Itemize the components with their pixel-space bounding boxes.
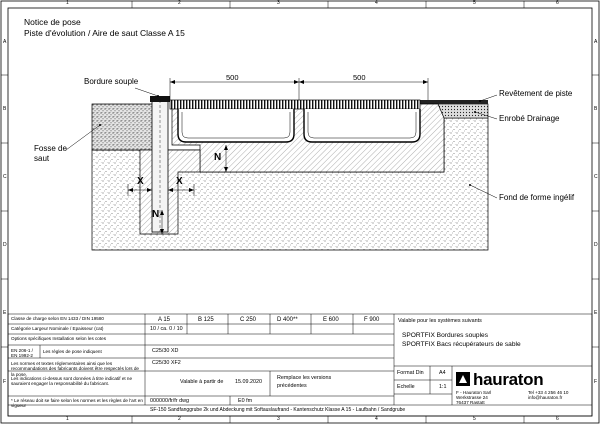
note-block-2: Les indications ci-dessus sont données à titre indicatif et ne sauraient engager la responsabilité du fabricant.: [11, 376, 133, 387]
col-2-bottom: 2: [178, 416, 181, 422]
row-d-left: D: [3, 242, 7, 248]
concrete-c25-xf2: C25/30 XF2: [152, 360, 181, 366]
dim-n-upper: N: [214, 152, 222, 163]
replaces-1: Remplace les versions: [277, 375, 332, 381]
validity-label: Valable à partir de: [180, 379, 224, 385]
dim-500-left: 500: [226, 73, 239, 82]
scale-value: 1:1: [439, 384, 447, 390]
norm-note: Les règles de pose indiquent: [43, 349, 102, 354]
col-6-bottom: 6: [556, 416, 559, 422]
format-value: A4: [439, 370, 446, 376]
col-5-top: 5: [473, 0, 476, 6]
dim-n-lower: N: [152, 209, 160, 220]
foot-note: * Le réseau doit se faire selon les normes et les règles de l'art en vigueur: [11, 398, 143, 409]
row-c-right: C: [594, 174, 598, 180]
company-phone: Tel +33 4 256 46 10: [528, 390, 569, 395]
replaces-2: précédentes: [277, 383, 307, 389]
label-fosse-1: Fosse de: [34, 144, 67, 153]
dim-500-right: 500: [353, 73, 366, 82]
col-3-bottom: 3: [277, 416, 280, 422]
track-surface: [420, 100, 488, 104]
scale-label: Echelle: [397, 384, 415, 390]
hauraton-logo: hauraton: [473, 370, 544, 389]
piste-title: Piste d'évolution / Aire de saut Classe A 15: [24, 28, 185, 38]
row-b-right: B: [594, 106, 598, 112]
doc-version: E0 fm: [238, 398, 253, 404]
company-line-3: 76437 Rastatt: [456, 400, 485, 405]
class-f900: F 900: [364, 317, 380, 323]
channel-right: [304, 109, 420, 142]
col-4-top: 4: [375, 0, 378, 6]
label-bordure-souple: Bordure souple: [84, 77, 139, 86]
concrete-c25-xd: C25/30 XD: [152, 348, 179, 354]
company-email: info@hauraton.fr: [528, 395, 563, 400]
norm-label: EN 206-1 / EN 1992-2: [11, 348, 33, 358]
validity-date: 15.09.2020: [235, 379, 262, 385]
bottom-description: SF-150 Sandfanggrube 2k und Abdeckung mit Softauslaufrand - Kantenschutz Klasse A 15 - Laufbahn / Sandgrube: [150, 407, 406, 413]
label-fond-de-forme: Fond de forme ingélif: [499, 193, 575, 202]
label-enrobe: Enrobé Drainage: [499, 114, 560, 123]
col-3-top: 3: [277, 0, 280, 6]
channel-left: [178, 109, 294, 142]
col-6-top: 6: [556, 0, 559, 6]
col-2-top: 2: [178, 0, 181, 6]
soft-edge-cap: [150, 96, 170, 102]
col-4-bottom: 4: [375, 416, 378, 422]
load-desc: Classe de charge selon EN 1433 / DIN 19580: [11, 316, 104, 321]
format-label: Format Din: [397, 370, 424, 376]
class-a15: A 15: [158, 317, 171, 323]
cat-value: 10 / ca. 0 / 10: [150, 326, 183, 332]
cat-label: Catégorie Largeur Nominale / Epaisseur (cat): [11, 326, 104, 331]
class-e600: E 600: [323, 317, 339, 323]
sand-pit: [92, 104, 160, 150]
col-1-top: 1: [66, 0, 69, 6]
doc-number: 000000/fr/fr dwg: [150, 398, 189, 404]
class-c250: C 250: [240, 317, 257, 323]
class-d400: D 400**: [277, 317, 298, 323]
grate: [170, 100, 420, 109]
row-e-left: E: [3, 310, 7, 316]
col-5-bottom: 5: [473, 416, 476, 422]
systems-title: Valable pour les systèmes suivants: [398, 318, 482, 324]
row-d-right: D: [594, 242, 598, 248]
dim-x-left: X: [137, 176, 144, 187]
system-2: SPORTFIX Bacs récupérateurs de sable: [402, 341, 521, 348]
label-fosse-2: saut: [34, 154, 50, 163]
system-1: SPORTFIX Bordures souples: [402, 332, 488, 339]
row-f-right: F: [594, 379, 598, 385]
company-line-1: F - Hauraton Sarl: [456, 390, 492, 395]
row-f-left: F: [3, 379, 7, 385]
dim-x-right: X: [176, 176, 183, 187]
company-line-2: Werkstrasse 24: [456, 395, 488, 400]
label-revetement: Revêtement de piste: [499, 89, 573, 98]
options-label: Options spécifiques Installation selon les cotes: [11, 336, 106, 341]
row-b-left: B: [3, 106, 7, 112]
row-a-left: A: [3, 39, 7, 45]
row-c-left: C: [3, 174, 7, 180]
row-e-right: E: [594, 310, 598, 316]
notice-title: Notice de pose: [24, 17, 81, 27]
note-block-1: Les normes et textes réglementaires ainsi que les recommandations des fabricants doivent être respectés lors de la pose.: [11, 361, 139, 377]
row-a-right: A: [594, 39, 598, 45]
class-b125: B 125: [198, 317, 214, 323]
col-1-bottom: 1: [66, 416, 69, 422]
